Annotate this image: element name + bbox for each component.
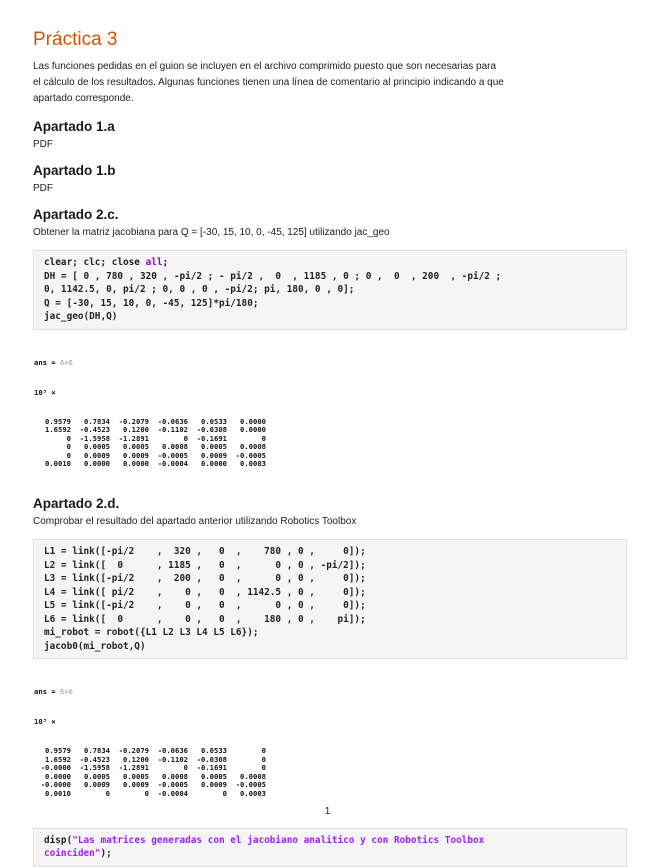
matrix-cell: -0.0005 xyxy=(157,450,188,460)
matrix-cell: 0.0005 xyxy=(123,442,149,452)
matrix-cell: 0.0005 xyxy=(84,771,110,781)
intro-line: apartado corresponde. xyxy=(33,93,134,104)
matrix-cell: 0.0000 xyxy=(240,425,266,435)
matrix-cell: 0.0008 xyxy=(240,771,266,781)
page-number: 1 xyxy=(324,806,331,817)
matrix-cell: 0.0009 xyxy=(123,780,149,790)
matrix-cell: -0.0000 xyxy=(40,763,71,773)
matrix-cell: 0 xyxy=(105,789,110,799)
matrix-cell: 0 xyxy=(144,789,149,799)
matrix-cell: 0.0008 xyxy=(162,771,188,781)
matrix-cell: 0.0008 xyxy=(240,442,266,452)
section-text-2c: Obtener la matriz jacobiana para Q = [-30, 15, 10, 0, -45, 125] utilizando jac_geo xyxy=(33,227,390,238)
code-line: DH = [ 0 , 780 , 320 , -pi/2 ; - pi/2 , 0 , 1185 , 0 ; 0 , 0 , 200 , -pi/2 ; xyxy=(44,270,502,282)
matrix-cell: -0.1691 xyxy=(196,433,227,443)
matrix-cell: -0.2079 xyxy=(118,416,149,426)
matrix-cell: -0.0636 xyxy=(157,746,188,756)
section-heading-1b: Apartado 1.b xyxy=(33,163,116,178)
matrix-cell: 0.0009 xyxy=(84,780,110,790)
code-line: L1 = link([-pi/2 , 320 , 0 , 780 , 0 , 0]); xyxy=(44,546,366,558)
matrix-cell: 0.1200 xyxy=(123,425,149,435)
matrix-cell: -0.0005 xyxy=(157,780,188,790)
matrix-cell: -1.2891 xyxy=(118,433,149,443)
matrix-cell: 0.1200 xyxy=(123,754,149,764)
matrix-cell: 0.0008 xyxy=(162,442,188,452)
output-header: ans = 6×6 xyxy=(34,687,73,697)
code-block-2d xyxy=(33,539,627,659)
matrix-cell: 0 xyxy=(261,763,266,773)
matrix-cell: 0 xyxy=(261,754,266,764)
output-scale: 10³ × xyxy=(34,717,56,727)
code-line: L2 = link([ 0 , 1185 , 0 , 0 , 0 , -pi/2]); xyxy=(44,559,366,571)
intro-line: el cálculo de los resultados. Algunas funciones tienen una línea de comentario al principio indicando a que xyxy=(33,77,504,88)
matrix-row xyxy=(36,460,266,469)
matrix-cell: -1.5958 xyxy=(79,763,110,773)
matrix-cell: 0.0010 xyxy=(45,789,71,799)
matrix-cell: -0.0636 xyxy=(157,416,188,426)
code-line: L3 = link([-pi/2 , 200 , 0 , 0 , 0 , 0]); xyxy=(44,573,366,585)
code-line: jac_geo(DH,Q) xyxy=(44,311,118,322)
matrix-cell: 0.0009 xyxy=(123,450,149,460)
matrix-cell: -0.4523 xyxy=(79,754,110,764)
matrix-cell: -0.0004 xyxy=(157,789,188,799)
matrix-cell: -0.0000 xyxy=(40,780,71,790)
matrix-cell: 0 xyxy=(183,433,188,443)
code-line: disp("Las matrices generadas con el jacobiano analitico y con Robotics Toolbox xyxy=(44,834,485,846)
matrix-cell: 0.0005 xyxy=(123,771,149,781)
code-line: clear; clc; close all; xyxy=(44,257,169,268)
matrix-cell: 0.0003 xyxy=(240,789,266,799)
output-scale: 10³ × xyxy=(34,387,56,397)
matrix-cell: 0.0000 xyxy=(123,459,149,469)
matrix-cell: 0.9579 xyxy=(45,746,71,756)
matrix-cell: -0.0308 xyxy=(196,425,227,435)
code-block-disp xyxy=(33,828,627,867)
code-line: L6 = link([ 0 , 0 , 0 , 180 , 0 , pi]); xyxy=(44,613,366,625)
matrix-cell: 0 xyxy=(261,746,266,756)
matrix-cell: 0.7834 xyxy=(84,746,110,756)
matrix-cell: 0.7834 xyxy=(84,416,110,426)
section-text-1a: PDF xyxy=(33,139,53,150)
matrix-cell: 1.6592 xyxy=(45,425,71,435)
matrix-cell: 0.0010 xyxy=(45,459,71,469)
matrix-cell: 0.0009 xyxy=(201,450,227,460)
matrix-cell: 0 xyxy=(66,433,71,443)
matrix-cell: -0.2079 xyxy=(118,746,149,756)
matrix-cell: -0.1691 xyxy=(196,763,227,773)
matrix-cell: 0.0009 xyxy=(84,450,110,460)
result-matrix-2c xyxy=(36,418,266,470)
code-line: jacob0(mi_robot,Q) xyxy=(44,640,146,652)
matrix-cell: -0.1102 xyxy=(157,754,188,764)
matrix-cell: -0.4523 xyxy=(79,425,110,435)
result-matrix-2d xyxy=(36,747,266,799)
section-heading-2d: Apartado 2.d. xyxy=(33,496,120,512)
matrix-cell: 0.0009 xyxy=(201,780,227,790)
matrix-cell: -0.0308 xyxy=(196,754,227,764)
section-heading-1a: Apartado 1.a xyxy=(33,119,115,134)
code-line: mi_robot = robot({L1 L2 L3 L4 L5 L6}); xyxy=(44,627,259,639)
matrix-cell: 0.0000 xyxy=(201,459,227,469)
matrix-cell: 0.0533 xyxy=(201,746,227,756)
matrix-cell: 1.6592 xyxy=(45,754,71,764)
page-title: Práctica 3 xyxy=(33,29,118,50)
matrix-cell: 0.0000 xyxy=(240,416,266,426)
section-text-1b: PDF xyxy=(33,183,53,194)
matrix-cell: 0 xyxy=(222,789,227,799)
code-line: Q = [-30, 15, 10, 0, -45, 125]*pi/180; xyxy=(44,297,259,309)
code-line: L4 = link([ pi/2 , 0 , 0 , 1142.5 , 0 , 0]); xyxy=(44,586,366,598)
matrix-cell: 0 xyxy=(66,442,71,452)
matrix-cell: 0 xyxy=(183,763,188,773)
matrix-cell: -0.1102 xyxy=(157,425,188,435)
intro-line: Las funciones pedidas en el guion se incluyen en el archivo comprimido puesto que son necesarias para xyxy=(33,61,497,72)
output-header: ans = 6×6 xyxy=(34,357,73,367)
document-page xyxy=(33,28,627,867)
matrix-cell: 0 xyxy=(66,450,71,460)
code-line: 0, 1142.5, 0, pi/2 ; 0, 0 , 0 , -pi/2; pi, 180, 0 , 0]; xyxy=(44,284,355,295)
matrix-cell: 0.0005 xyxy=(84,442,110,452)
output-2c xyxy=(33,338,627,490)
matrix-cell: -0.0004 xyxy=(157,459,188,469)
matrix-cell: 0.9579 xyxy=(45,416,71,426)
matrix-row xyxy=(36,790,266,799)
matrix-cell: 0 xyxy=(261,433,266,443)
matrix-cell: 0.0005 xyxy=(201,771,227,781)
matrix-cell: 0.0005 xyxy=(201,442,227,452)
output-2d xyxy=(33,667,627,819)
matrix-cell: -0.0005 xyxy=(235,780,266,790)
code-line: coinciden"); xyxy=(44,848,112,860)
matrix-cell: 0.0000 xyxy=(84,459,110,469)
matrix-cell: -0.0005 xyxy=(235,450,266,460)
intro-paragraph xyxy=(33,59,627,107)
matrix-cell: 0.0533 xyxy=(201,416,227,426)
matrix-cell: 0.0003 xyxy=(240,459,266,469)
code-line: L5 = link([-pi/2 , 0 , 0 , 0 , 0 , 0]); xyxy=(44,600,366,612)
matrix-cell: -1.5958 xyxy=(79,433,110,443)
matrix-cell: -1.2891 xyxy=(118,763,149,773)
section-heading-2c: Apartado 2.c. xyxy=(33,207,119,222)
code-block-2c xyxy=(33,250,627,330)
matrix-cell: 0.0000 xyxy=(45,771,71,781)
section-text-2d: Comprobar el resultado del apartado anterior utilizando Robotics Toolbox xyxy=(33,516,357,528)
